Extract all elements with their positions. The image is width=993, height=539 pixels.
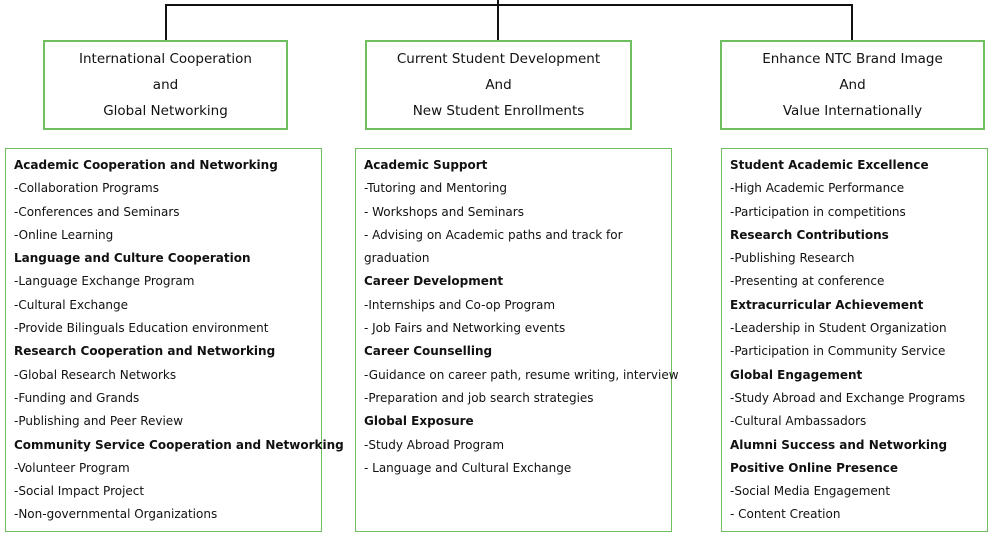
heading-line: Enhance NTC Brand Image — [762, 51, 943, 67]
heading-line: And — [839, 77, 866, 93]
list-item: -Language Exchange Program — [14, 274, 195, 289]
heading-line: Global Networking — [103, 103, 228, 119]
category-heading: Research Cooperation and Networking — [14, 344, 276, 359]
connector-root — [497, 0, 499, 40]
list-item: -Funding and Grands — [14, 390, 140, 405]
list-item: - Workshops and Seminars — [364, 204, 524, 219]
branch-details-brand-image — [721, 148, 988, 532]
list-item: -Provide Bilinguals Education environment — [14, 321, 269, 336]
category-heading: Research Contributions — [730, 227, 889, 242]
category-heading: Career Development — [364, 274, 504, 289]
category-heading: Global Engagement — [730, 367, 863, 382]
list-item: -Volunteer Program — [14, 460, 130, 475]
branch-heading-brand-image — [720, 40, 985, 130]
list-item: - Advising on Academic paths and track for — [364, 227, 623, 242]
list-item: -Non-governmental Organizations — [14, 507, 218, 522]
list-item: -Preparation and job search strategies — [364, 390, 594, 405]
list-item: -High Academic Performance — [730, 181, 905, 196]
heading-line: and — [152, 77, 179, 93]
list-item: -Global Research Networks — [14, 367, 177, 382]
list-item: -Collaboration Programs — [14, 181, 160, 196]
list-item: -Internships and Co-op Program — [364, 297, 556, 312]
connector-right — [851, 4, 853, 40]
category-heading: Community Service Cooperation and Networking — [14, 437, 344, 452]
category-heading: Positive Online Presence — [730, 460, 899, 475]
category-heading: Global Exposure — [364, 414, 474, 429]
list-item: -Conferences and Seminars — [14, 204, 180, 219]
list-item: - Job Fairs and Networking events — [364, 321, 566, 336]
connector-left — [165, 4, 167, 40]
list-item: - Content Creation — [730, 507, 841, 522]
list-item: -Social Media Engagement — [730, 484, 891, 499]
branch-heading-student-development — [365, 40, 632, 130]
list-item: -Tutoring and Mentoring — [364, 181, 507, 196]
heading-line: Value Internationally — [782, 103, 923, 119]
list-item: -Cultural Exchange — [14, 297, 129, 312]
connector-horizontal — [165, 4, 853, 6]
list-item: -Online Learning — [14, 227, 114, 242]
branch-details-student-development — [355, 148, 679, 532]
list-item: - Language and Cultural Exchange — [364, 460, 572, 475]
category-heading: Alumni Success and Networking — [730, 437, 948, 452]
list-item: -Cultural Ambassadors — [730, 414, 867, 429]
branch-heading-international-cooperation — [43, 40, 288, 130]
category-heading: Career Counselling — [364, 344, 493, 359]
category-heading: Academic Cooperation and Networking — [14, 158, 278, 172]
heading-line: New Student Enrollments — [412, 103, 585, 119]
heading-line: Current Student Development — [396, 51, 601, 67]
list-item: -Social Impact Project — [14, 484, 145, 499]
list-item: -Publishing and Peer Review — [14, 414, 184, 429]
list-item: -Publishing Research — [730, 251, 855, 266]
list-item: -Presenting at conference — [730, 274, 885, 289]
list-item: -Leadership in Student Organization — [730, 321, 947, 336]
list-item: -Guidance on career path, resume writing, interview — [364, 367, 679, 382]
list-item: -Study Abroad and Exchange Programs — [730, 390, 966, 405]
category-heading: Language and Culture Cooperation — [14, 251, 251, 266]
heading-line: And — [485, 77, 512, 93]
list-item: -Participation in competitions — [730, 204, 906, 219]
branch-details-international-cooperation — [5, 148, 344, 532]
heading-line: International Cooperation — [79, 51, 252, 67]
category-heading: Academic Support — [364, 158, 488, 172]
list-item: -Study Abroad Program — [364, 437, 505, 452]
category-heading: Extracurricular Achievement — [730, 297, 924, 312]
list-item: graduation — [364, 251, 430, 266]
list-item: -Participation in Community Service — [730, 344, 946, 359]
category-heading: Student Academic Excellence — [730, 158, 929, 172]
